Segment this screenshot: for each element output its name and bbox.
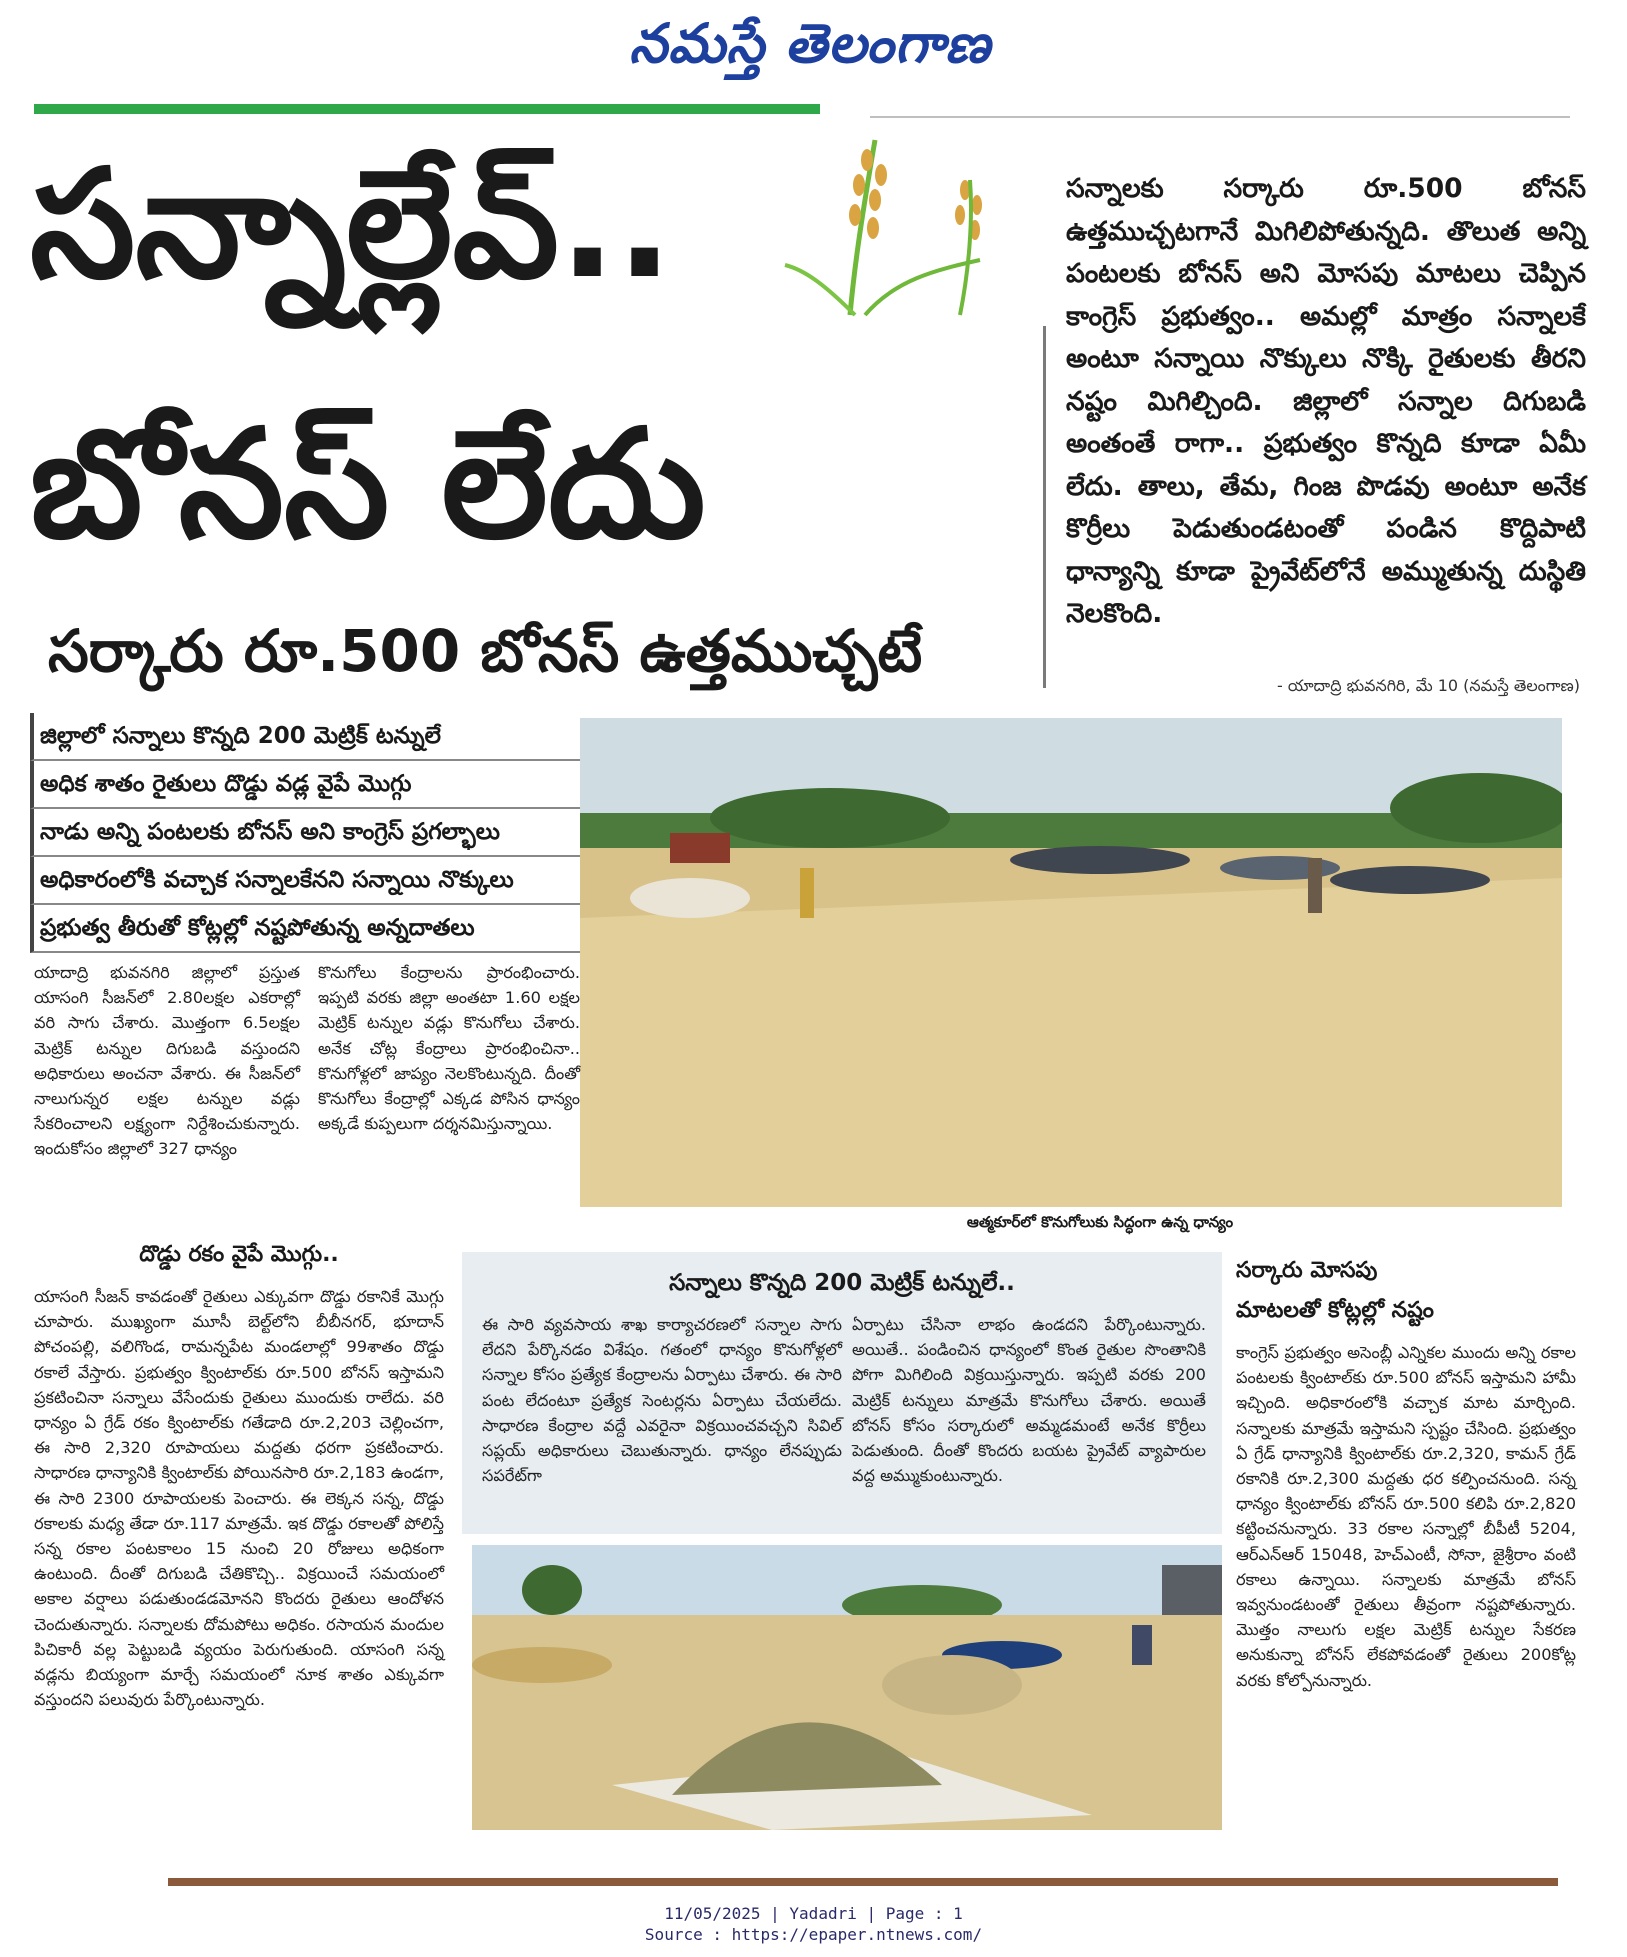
section-left-body <box>34 1284 444 1712</box>
highlight-item: నాడు అన్ని పంటలకు బోనస్ అని కాంగ్రెస్ ప్రగల్భాలు <box>30 809 580 857</box>
section-heading-right-1: సర్కారు మోసపు <box>1236 1258 1378 1283</box>
info-box-heading: సన్నాలు కొన్నది 200 మెట్రిక్ టన్నులే.. <box>669 1270 1015 1296</box>
info-box-text-2: ఏర్పాటు చేసినా లాభం ఉండదని పేర్కొంటున్నారు. అయితే.. పండించిన ధాన్యంలో కొంత రైతుల సొంతానికి పోగా మిగిలింది విక్రయిస్తున్నారు. ఇప్పటి వరకు 200 మెట్రిక్ టన్నులు మాత్రమే కొనుగోలు చేశారు. అయితే బోనస్ కోసం సర్కారులో అమ్మడమంటే అనేక కొర్రీలు పెడుతుంది. దీంతో కొందరు బయట ప్రైవేట్ వ్యాపారుల వద్ద అమ్ముకుంటున్నారు. <box>852 1315 1206 1486</box>
intro-paragraph <box>1066 168 1586 636</box>
dateline: - యాదాద్రి భువనగిరి, మే 10 (నమస్తే తెలంగాణ) <box>1276 676 1580 695</box>
section-left-text: యాసంగి సీజన్ కావడంతో రైతులు ఎక్కువగా దొడ్డు రకానికే మొగ్గు చూపారు. ముఖ్యంగా మూసీ బెల్ట్‌లోని బీబీనగర్, భూదాన్ పోచంపల్లి, వలిగొండ, రామన్నపేట మండలాల్లో 99శాతం దొడ్డు రకాలే వేస్తారు. ప్రభుత్వం క్వింటాల్‌కు రూ.500 బోనస్ ఇస్తామని ప్రకటించినా సన్నాలు వేసేందుకు రైతులు ముందుకు రాలేదు. వరి ధాన్యం ఏ గ్రేడ్ రకం క్వింటాల్‌కు గతేడాది రూ.2,203 చెల్లించగా, ఈ సారి 2,320 రూపాయలు మద్దతు ధరగా ప్రకటించారు. సాధారణ ధాన్యానికి క్వింటాల్‌కు పోయినసారి రూ.2,183 ఉండగా, ఈ సారి 2300 రూపాయలకు పెంచారు. ఈ లెక్కన సన్న, దొడ్డు రకాలకు మధ్య తేడా రూ.117 మాత్రమే. ఇక దొడ్డు రకాలతో పోలిస్తే సన్న రకాల పంటకాలం 15 నుంచి 20 రోజులు అధికంగా ఉంటుంది. దీంతో దిగుబడి చేతికొచ్చి.. విక్రయించే సమయంలో అకాల వర్షాలు పడుతుండడమోనని కొందరు రైతులు ఆందోళన చెందుతున్నారు. సన్నాలకు దోమపోటు అధికం. రసాయన మందుల పిచికారీ వల్ల పెట్టుబడి వ్యయం పెరుగుతుంది. యాసంగి సన్న వడ్లను బియ్యంగా మార్చే సమయంలో నూక శాతం ఎక్కువగా వస్తుందని పలువురు పేర్కొంటున్నారు. <box>34 1287 444 1710</box>
footer-source-link[interactable]: Source : https://epaper.ntnews.com/ <box>644 1925 983 1944</box>
lead-column-2 <box>318 960 580 1136</box>
intro-divider <box>1043 326 1046 688</box>
highlight-item: అధిక శాతం రైతులు దొడ్డు వడ్ల వైపే మొగ్గు <box>30 761 580 809</box>
highlight-item: అధికారంలోకి వచ్చాక సన్నాలకేనని సన్నాయి నొక్కులు <box>30 857 580 905</box>
info-box-column-1 <box>482 1312 842 1488</box>
grain-drying-photo <box>580 718 1562 1207</box>
masthead-logo: నమస్తే తెలంగాణ <box>629 11 991 75</box>
section-right-text: కాంగ్రెస్ ప్రభుత్వం అసెంబ్లీ ఎన్నికల ముందు అన్ని రకాల పంటలకు క్వింటాల్‌కు రూ.500 బోనస్ ఇస్తామని హామీ ఇచ్చింది. అధికారంలోకి వచ్చాక మాట మార్చింది. సన్నాలకు మాత్రమే ఇస్తామని స్పష్టం చేసింది. ప్రభుత్వం ఏ గ్రేడ్ ధాన్యానికి క్వింటాల్‌కు రూ.2,320, కామన్ గ్రేడ్ రకానికి రూ.2,300 మద్దతు ధర కల్పించనుంది. సన్న ధాన్యం క్వింటాల్‌కు బోనస్ రూ.500 కలిపి రూ.2,820 కట్టించనున్నారు. 33 రకాల సన్నాల్లో బీపీటీ 5204, ఆర్ఎన్ఆర్ 15048, హెచ్ఎంటీ, సోనా, జైశ్రీరాం వంటి రకాలు ఉన్నాయి. సన్నాలకు మాత్రమే బోనస్ ఇవ్వనుండటంతో రైతులు తీవ్రంగా నష్టపోతున్నారు. మొత్తం నాలుగు లక్షల మెట్రిక్ టన్నుల సేకరణ అనుకున్నా బోనస్ లేకపోవడంతో రైతులు 200కోట్ల వరకు కోల్పోనున్నారు. <box>1236 1343 1576 1690</box>
footer-meta: 11/05/2025 | Yadadri | Page : 1 <box>664 1904 963 1923</box>
section-heading-left: దొడ్డు రకం వైపే మొగ్గు.. <box>139 1242 339 1267</box>
lead-column-1 <box>34 960 300 1162</box>
rice-stalk-illustration <box>755 120 1055 320</box>
section-heading-right-2: మాటలతో కోట్లల్లో నష్టం <box>1236 1298 1434 1323</box>
headline-line-2: బోనస్ లేదు <box>30 398 706 572</box>
intro-text: సన్నాలకు సర్కారు రూ.500 బోనస్ ఉత్తముచ్చటగానే మిగిలిపోతున్నది. తొలుత అన్ని పంటలకు బోనస్ అని మోసపు మాటలు చెప్పిన కాంగ్రెస్ ప్రభుత్వం.. అమల్లో మాత్రం సన్నాలకే అంటూ సన్నాయి నొక్కులు నొక్కి రైతులకు తీరని నష్టం మిగిల్చింది. జిల్లాలో సన్నాల దిగుబడి అంతంతే రాగా.. ప్రభుత్వం కొన్నది కూడా ఏమీ లేదు. తాలు, తేమ, గింజ పొడవు అంటూ అనేక కొర్రీలు పెడుతుండటంతో పండిన కొద్దిపాటి ధాన్యాన్ని కూడా ప్రైవేట్‌లోనే అమ్ముతున్న దుస్థితి నెలకొంది. <box>1066 173 1586 629</box>
lead-text-2: కొనుగోలు కేంద్రాలను ప్రారంభించారు. ఇప్పటి వరకు జిల్లా అంతటా 1.60 లక్షల మెట్రిక్ టన్నుల వడ్లు కొనుగోలు చేశారు. అనేక చోట్ల కేంద్రాలు ప్రారంభించినా.. కొనుగోళ్లలో జాప్యం నెలకొంటున్నది. దీంతో కొనుగోలు కేంద్రాల్లో ఎక్కడ పోసిన ధాన్యం అక్కడే కుప్పలుగా దర్శనమిస్తున్నాయి. <box>318 963 580 1134</box>
section-right-body <box>1236 1340 1576 1693</box>
highlights-list <box>30 713 580 953</box>
next-article-strip <box>168 1878 1558 1886</box>
photo-caption: ఆత్మకూర్‌లో కొనుగోలుకు సిద్ధంగా ఉన్న ధాన్యం <box>966 1213 1234 1231</box>
info-box-text-1: ఈ సారి వ్యవసాయ శాఖ కార్యాచరణలో సన్నాల సాగు లేదని పేర్కొనడం విశేషం. గతంలో ధాన్యం కొనుగోళ్లలో సన్నాల కోసం ప్రత్యేక కేంద్రాలను ఏర్పాటు చేశారు. ఈ సారి పంట లేదంటూ ప్రత్యేక సెంటర్లను ఏర్పాటు చేయలేదు. సాధారణ కేంద్రాల వద్దే ఎవరైనా విక్రయించవచ్చని సివిల్ సప్లయ్ అధికారులు చెబుతున్నారు. ధాన్యం లేనప్పుడు సపరేట్‌గా <box>482 1315 842 1486</box>
headline-line-1: సన్నాల్లేవ్.. <box>30 138 674 312</box>
grain-heap-photo <box>472 1545 1222 1830</box>
lead-text-1: యాదాద్రి భువనగిరి జిల్లాలో ప్రస్తుత యాసంగి సీజన్‌లో 2.80లక్షల ఎకరాల్లో వరి సాగు చేశారు. మొత్తంగా 6.5లక్షల మెట్రిక్ టన్నుల దిగుబడి వస్తుందని అధికారులు అంచనా వేశారు. ఈ సీజన్‌లో నాలుగున్నర లక్షల టన్నుల వడ్లు సేకరించాలని లక్ష్యంగా నిర్దేశించుకున్నారు. ఇందుకోసం జిల్లాలో 327 ధాన్యం <box>34 963 300 1159</box>
masthead-rule <box>34 104 820 114</box>
info-box-column-2 <box>852 1312 1206 1488</box>
subheadline: సర్కారు రూ.500 బోనస్ ఉత్తముచ్చటే <box>48 617 923 685</box>
highlight-item: ప్రభుత్వ తీరుతో కోట్లల్లో నష్టపోతున్న అన్నదాతలు <box>30 905 580 953</box>
divider-rule <box>870 116 1570 118</box>
highlight-item: జిల్లాలో సన్నాలు కొన్నది 200 మెట్రిక్ టన్నులే <box>30 713 580 761</box>
